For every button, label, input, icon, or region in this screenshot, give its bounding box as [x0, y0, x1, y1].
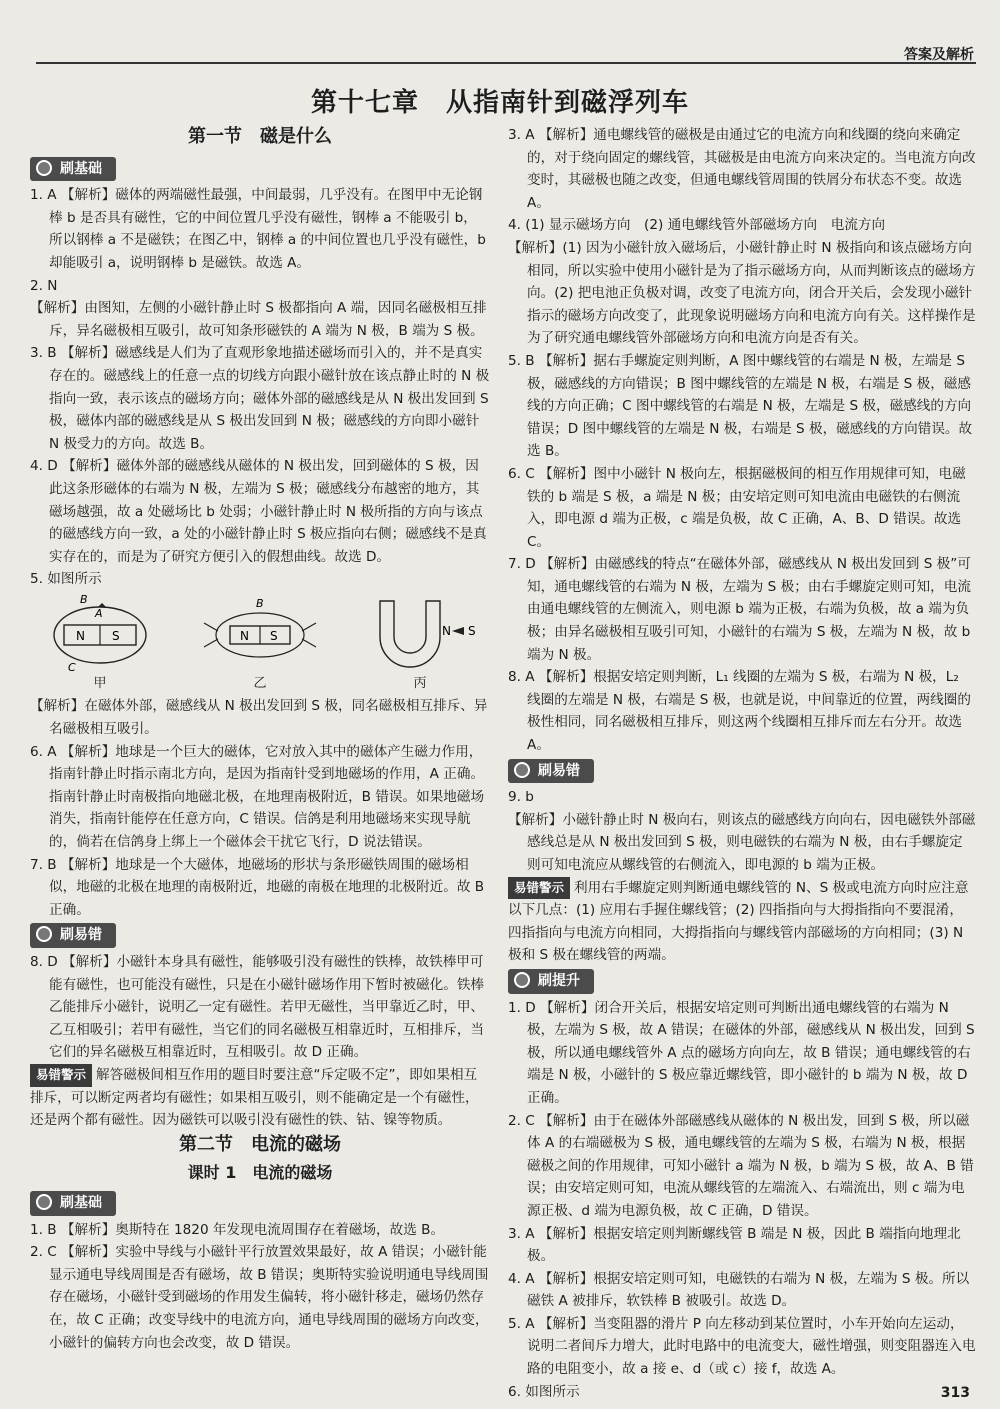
answer-item: 2. C 【解析】实验中导线与小磁针平行放置效果最好，故 A 错误；小磁针能显示通电导线周围是否有磁场，故 B 错误；奥斯特实验说明通电导线周围存在磁场，小磁针受到磁场的作用发生偏转，将小磁针移走，磁场仍然存在，故 C 正确；改变导线中的电流方向，通电导线周围的磁场方向改变，小磁针的偏转方向也会改变，故 D 错误。	[30, 1244, 489, 1351]
answer-item: 【解析】小磁针静止时 N 极向右，则该点的磁感线方向向右，因电磁铁外部磁感线总是从 N 极出发回到 S 极，则电磁铁的右端为 N 极，由右手螺旋定则可知电流应从螺线管的右侧流入，即电源的 b 端为正极。	[508, 811, 976, 873]
figure-yi	[200, 593, 320, 696]
warning-note	[30, 1064, 490, 1132]
answer-item: 【解析】(1) 因为小磁针放入磁场后，小磁针静止时 N 极指向和该点磁场方向相同，所以实验中使用小磁针是为了指示磁场方向，从而判断该点的磁场方向。(2) 把电池正负极对调，改变了电流方向，闭合开关后，会发现小磁针指示的磁场方向改变了，此现象说明磁场方向和电流方向有关。这样操作是为了研究通电螺线管外部磁场方向和电流方向是否有关。	[508, 239, 976, 347]
answer-item: 2. C 【解析】由于在磁体外部磁感线从磁体的 N 极出发，回到 S 极，所以磁体 A 的右端磁极为 S 极，通电螺线管的左端为 S 极，右端为 N 极，根据磁极之间的作用规律，可知小磁针 a 端为 N 极，b 端为 S 极，故 A、B 错误；由安培定则可知，电流从螺线管的左端流入、右端流出，则 c 端为电源正极、d 端为电源负极，故 C 正确，D 错误。	[508, 1112, 974, 1219]
right-column	[508, 124, 976, 1403]
bar-magnet-field-diagram	[200, 593, 320, 673]
svg-text:S: S	[270, 628, 278, 643]
magnet-figure	[30, 591, 490, 696]
answer-item: 6. 如图所示	[508, 1383, 580, 1400]
left-column	[30, 124, 490, 1354]
warning-label: 易错警示	[30, 1064, 92, 1087]
svg-text:N: N	[76, 628, 85, 643]
figure-bing	[360, 593, 480, 696]
answer-item: 5. B 【解析】据右手螺旋定则判断，A 图中螺线管的右端是 N 极，左端是 S 极，磁感线的方向错误；B 图中螺线管的左端是 N 极，右端是 S 极，磁感线的方向正确；C 图中螺线管的右端是 N 极，左端是 S 极，磁感线的方向错误；D 图中螺线管的左端是 N 极，右端是 S 极，磁感线的方向错误。故选 B。	[508, 352, 973, 460]
page-number: 313	[940, 1385, 970, 1401]
svg-text:S: S	[468, 623, 476, 638]
svg-text:B: B	[80, 592, 88, 606]
svg-text:A: A	[95, 606, 103, 620]
warning-text: 利用右手螺旋定则判断通电螺线管的 N、S 极或电流方向时应注意以下几点：(1) 应用右手握住螺线管；(2) 四指指向与大拇指指向不要混淆，四指指向与电流方向相同，大拇指指向与螺线管内部磁场的方向相同；(3) N 极和 S 极在螺线管的两端。	[508, 879, 969, 964]
answer-item: 4. (1) 显示磁场方向 (2) 通电螺线管外部磁场方向 电流方向	[508, 217, 886, 234]
badge-improve: 刷提升	[508, 969, 594, 994]
answer-item: 7. D 【解析】由磁感线的特点“在磁体外部，磁感线从 N 极出发回到 S 极”可知，通电螺线管的右端为 N 极，左端为 S 极；由右手螺旋定则可知，电流由通电螺线管的左侧流入，则电源 b 端为正极，右端为负极，故 a 端为负极；由异名磁极相互吸引可知，小磁针的右端为 S 极，左端为 N 极，故 b 端为 N 极。	[508, 556, 971, 663]
answer-item: 1. B 【解析】奥斯特在 1820 年发现电流周围存在着磁场，故选 B。	[30, 1221, 445, 1238]
svg-text:B: B	[256, 596, 264, 610]
answer-item: 【解析】由图知，左侧的小磁针静止时 S 极都指向 A 端，因同名磁极相互排斥，异名磁极相互吸引，故可知条形磁铁的 A 端为 N 极，B 端为 S 极。	[30, 300, 487, 339]
header-label: 答案及解析	[904, 47, 974, 63]
answer-item: 6. C 【解析】图中小磁针 N 极向左，根据磁极间的相互作用规律可知，电磁铁的 b 端是 S 极，a 端是 N 极；由安培定则可知电流由电磁铁的右侧流入，即电源 d 端为正极，c 端是负极，故 C 正确，A、B、D 错误。故选 C。	[508, 465, 966, 550]
figure-caption-bing: 丙	[413, 675, 427, 691]
answer-item: 4. D 【解析】磁体外部的磁感线从磁体的 N 极出发，回到磁体的 S 极，因此这条形磁体的右端为 N 极，左端为 S 极；磁感线分布越密的地方，其磁场越强，故 a 处磁场比 b 处弱；小磁针静止时 N 极所指的方向与该点的磁感线方向一致，a 处的小磁针静止时 S 极应指向右侧；磁感线不是真实存在的，而是为了研究方便引入的假想曲线。故选 D。	[30, 458, 487, 565]
answer-item: 8. D 【解析】小磁针本身具有磁性，能够吸引没有磁性的铁棒，故铁棒甲可能有磁性，也可能没有磁性，只是在小磁针磁场作用下暂时被磁化。铁棒乙能排斥小磁针，说明乙一定有磁性。若甲无磁性，当甲靠近乙时，甲、乙互相吸引；若甲有磁性，当它们的同名磁极互相靠近时，互相排斥，当它们的异名磁极互相靠近时，互相吸引。故 D 正确。	[30, 954, 485, 1061]
answer-item: 【解析】在磁体外部，磁感线从 N 极出发回到 S 极，同名磁极相互排斥、异名磁极相互吸引。	[30, 698, 488, 738]
warning-text: 解答磁极间相互作用的题目时要注意“斥定吸不定”，即如果相互排斥，可以断定两者均有磁性；如果相互吸引，则不能确定是一个有磁性，还是两个都有磁性。因为磁铁可以吸引没有磁性的铁、钴、镍等物质。	[30, 1066, 479, 1129]
svg-text:C: C	[68, 660, 76, 673]
svg-text:S: S	[112, 628, 120, 643]
svg-text:N: N	[442, 623, 451, 638]
answer-item: 6. A 【解析】地球是一个巨大的磁体，它对放入其中的磁体产生磁力作用，指南针静止时指示南北方向，是因为指南针受到地磁场的作用，A 正确。指南针静止时南极指向地磁北极，在地理南极附近，B 错误。如果地磁场消失，指南针能停在任意方向，C 错误。信鸽是利用地磁场来实现导航的，倘若在信鸽身上绑上一个磁体会干扰它飞行，D 说法错误。	[30, 743, 485, 851]
answer-item: 9. b	[508, 789, 534, 806]
section-title-1: 第一节 磁是什么	[188, 126, 332, 147]
warning-note	[508, 877, 976, 967]
lesson-title: 课时 1 电流的磁场	[187, 1163, 333, 1183]
ring-magnet-diagram	[40, 593, 160, 673]
badge-error-prone-2: 刷易错	[508, 759, 594, 784]
answer-item: 8. A 【解析】根据安培定则判断，L₁ 线圈的左端为 S 极，右端为 N 极，L₂ 线圈的左端是 N 极，右端是 S 极，也就是说，中间靠近的位置，两线圈的极性相同，同名磁极相互排斥，则这两个线圈相互排斥而左右分开。故选 A。	[508, 669, 971, 754]
answer-item: 1. D 【解析】闭合开关后，根据安培定则可判断出通电螺线管的右端为 N 极，左端为 S 极，故 A 错误；在磁体的外部，磁感线从 N 极出发，回到 S 极，所以通电螺线管外 A 点的磁场方向向左，故 B 错误；通电螺线管的右端是 N 极，小磁针的 S 极应靠近螺线管，即小磁针的 b 端为 N 极，故 D 正确。	[508, 999, 975, 1106]
badge-basic: 刷基础	[30, 157, 116, 182]
section-title-2: 第二节 电流的磁场	[179, 1133, 341, 1155]
figure-jia	[40, 593, 160, 696]
answer-item: 4. A 【解析】根据安培定则可知，电磁铁的右端为 N 极，左端为 S 极。所以磁铁 A 被排斥，软铁棒 B 被吸引。故选 D。	[508, 1270, 970, 1310]
figure-caption-jia: 甲	[93, 675, 107, 691]
svg-text:N: N	[240, 628, 249, 643]
answer-item: 7. B 【解析】地球是一个大磁体，地磁场的形状与条形磁铁周围的磁场相似，地磁的北极在地理的南极附近，地磁的南极在地理的北极附近。故 B 正确。	[30, 856, 485, 918]
figure-caption-yi: 乙	[253, 675, 267, 691]
answer-item: 1. A 【解析】磁体的两端磁性最强，中间最弱，几乎没有。在图甲中无论钢棒 b 是否具有磁性，它的中间位置几乎没有磁性，钢棒 a 不能吸引 b，所以钢棒 a 不是磁铁；在图乙中，钢棒 a 的中间位置也几乎没有磁性，b 却能吸引 a，说明钢棒 b 是磁铁。故选 A。	[30, 187, 486, 271]
header-rule	[36, 62, 976, 64]
answer-item: 3. B 【解析】磁感线是人们为了直观形象地描述磁场而引入的，并不是真实存在的。磁感线上的任意一点的切线方向跟小磁针放在该点静止时的 N 极指向一致，表示该点的磁场方向；磁体外部的磁感线是从 N 极出发回到 S 极，磁体内部的磁感线是从 S 极出发回到 N 极；磁感线的方向即小磁针 N 极受力的方向。故选 B。	[30, 345, 490, 452]
warning-label: 易错警示	[508, 877, 570, 900]
answer-item: 3. A 【解析】根据安培定则判断螺线管 B 端是 N 极，因此 B 端指向地理北极。	[508, 1225, 961, 1265]
answer-item: 5. 如图所示	[30, 571, 102, 588]
badge-basic-2: 刷基础	[30, 1191, 116, 1216]
answer-item: 5. A 【解析】当变阻器的滑片 P 向左移动到某位置时，小车开始向左运动，说明二者间斥力增大，此时电路中的电流变大，磁性增强，则变阻器连入电路的电阻变小，故 a 接 e、d（或 c）接 f，故选 A。	[508, 1315, 976, 1378]
badge-error-prone: 刷易错	[30, 923, 116, 948]
answer-item: 3. A 【解析】通电螺线管的磁极是由通过它的电流方向和线圈的绕向来确定的，对于绕向固定的螺线管，其磁极是由电流方向来决定的。当电流方向改变时，其磁极也随之改变，但通电螺线管周围的铁屑分布状态不变。故选 A。	[508, 127, 976, 211]
answer-item: 2. N	[30, 277, 58, 294]
horseshoe-magnet-diagram	[360, 593, 480, 673]
chapter-title: 第十七章 从指南针到磁浮列车	[310, 88, 689, 118]
